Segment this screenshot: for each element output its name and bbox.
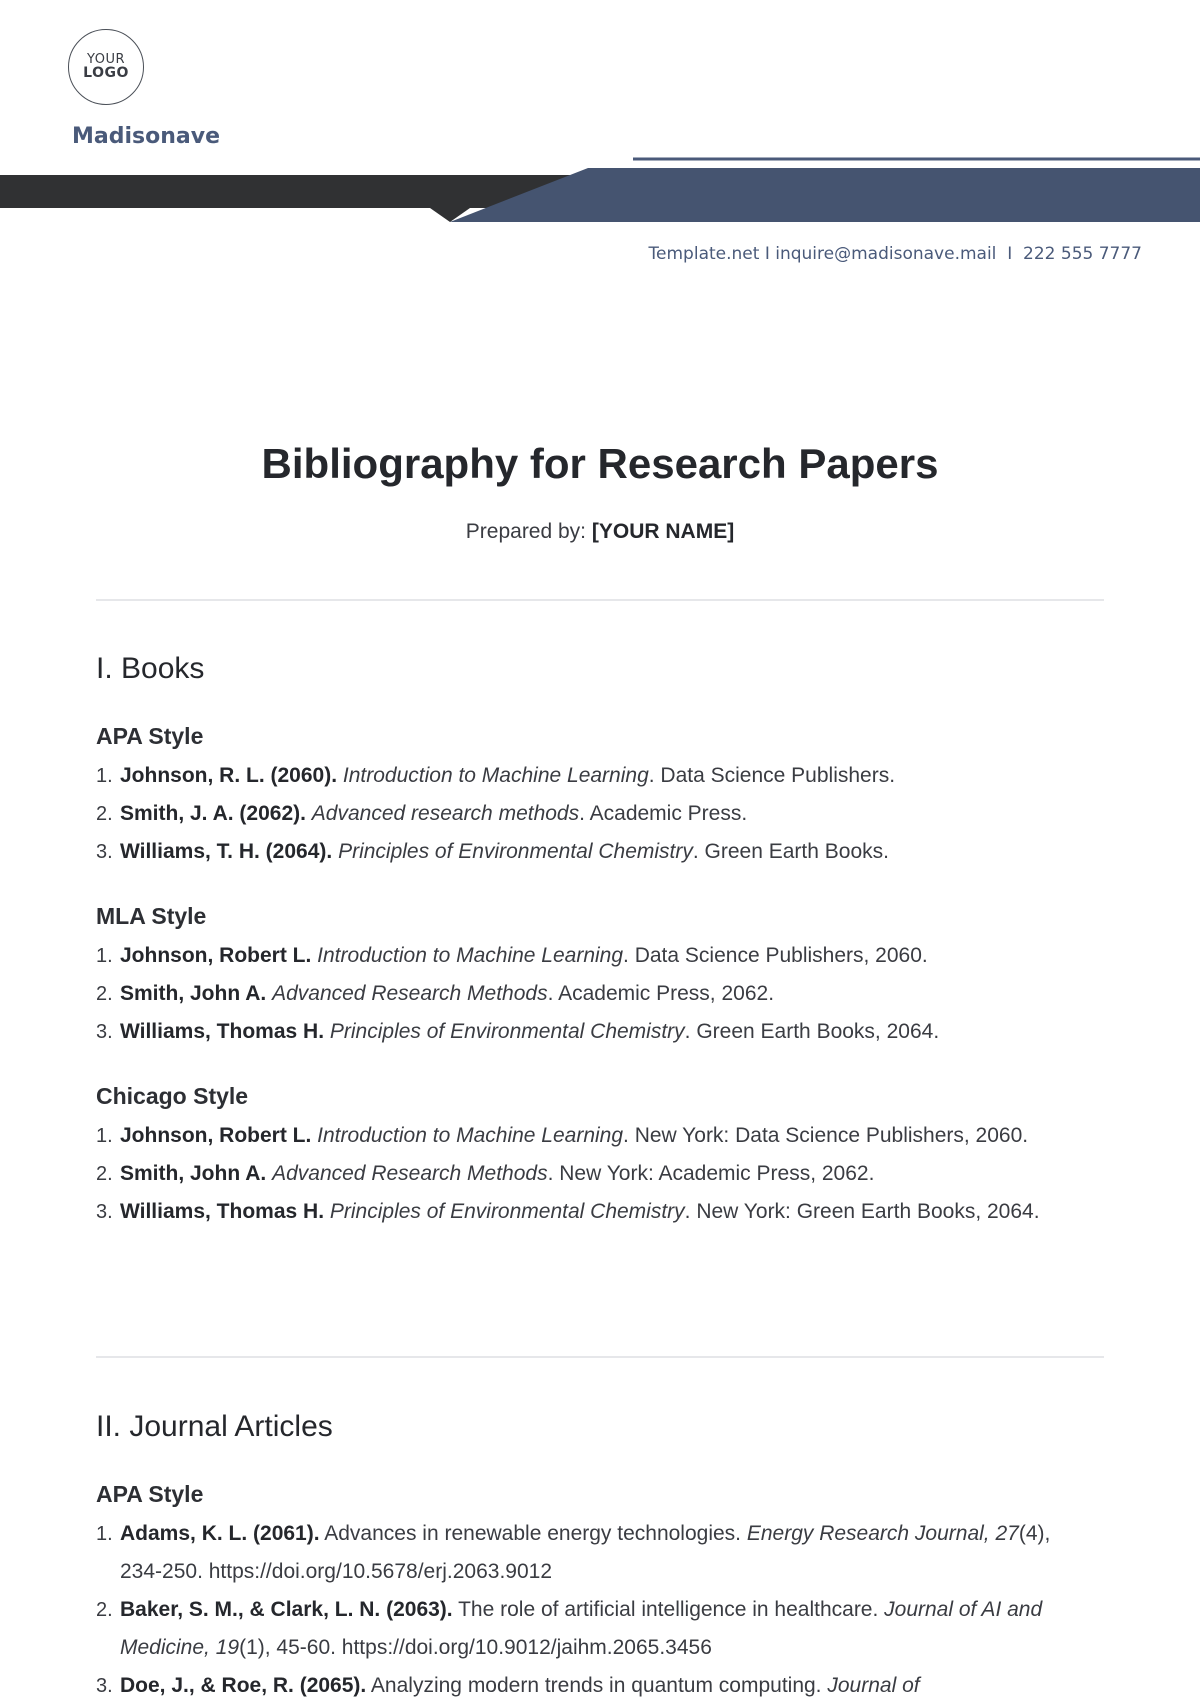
item-number: 2. — [96, 1599, 113, 1621]
ref-author: Johnson, Robert L. — [120, 944, 312, 967]
page-title: Bibliography for Research Papers — [261, 440, 939, 487]
style-heading: APA Style — [96, 723, 204, 749]
ref-details: . Green Earth Books, 2064. — [684, 1020, 940, 1043]
reference-item — [96, 1515, 1086, 1591]
ref-details: (1), 45-60. https://doi.org/10.9012/jaihm.2065.3456 — [239, 1636, 712, 1659]
item-number: 1. — [96, 765, 113, 787]
ref-title: Introduction to Machine Learning — [342, 764, 649, 787]
section-heading: I. Books — [96, 652, 205, 685]
logo-line-1: YOUR — [86, 51, 125, 67]
reference-item — [96, 1667, 1086, 1705]
header-band — [0, 150, 1200, 230]
ref-title: Advanced research methods — [311, 802, 580, 825]
divider — [96, 1356, 1104, 1358]
reference-item — [96, 1013, 1086, 1051]
divider — [96, 599, 1104, 601]
ref-author: Williams, Thomas H. — [120, 1200, 325, 1223]
ref-title: Principles of Environmental Chemistry — [329, 1020, 685, 1043]
reference-item — [96, 937, 1086, 975]
ref-journal: Journal of AI and Medicine, 19 — [120, 1598, 1043, 1659]
ref-details: . Academic Press, 2062. — [547, 982, 775, 1005]
ref-title: Principles of Environmental Chemistry — [338, 840, 693, 863]
ref-author: Smith, John A. — [120, 1162, 267, 1185]
ref-journal: Journal of — [827, 1674, 920, 1697]
item-number: 3. — [96, 1675, 113, 1697]
ref-author: Smith, John A. — [120, 982, 267, 1005]
ref-author: Smith, J. A. (2062). — [120, 802, 306, 825]
prepared-name: [YOUR NAME] — [591, 520, 735, 543]
prepared-label: Prepared by: — [465, 520, 587, 543]
prepared-by — [0, 520, 1200, 544]
ref-title: Advanced Research Methods — [272, 982, 548, 1005]
item-number: 1. — [96, 1523, 113, 1545]
reference-item — [96, 757, 1086, 795]
ref-author: Williams, Thomas H. — [120, 1020, 325, 1043]
ref-article-title: Advances in renewable energy technologies. — [319, 1522, 747, 1545]
ref-author: Johnson, R. L. (2060). — [120, 764, 338, 787]
reference-list — [96, 1515, 1086, 1705]
item-number: 1. — [96, 1125, 113, 1147]
style-heading: MLA Style — [96, 903, 207, 929]
reference-item — [96, 1155, 1086, 1193]
style-heading: APA Style — [96, 1481, 204, 1507]
item-number: 2. — [96, 983, 113, 1005]
logo — [68, 29, 144, 105]
reference-item — [96, 1117, 1086, 1155]
ref-details: . New York: Green Earth Books, 2064. — [684, 1200, 1040, 1223]
item-number: 2. — [96, 1163, 113, 1185]
ref-details: (4), 234-250. https://doi.org/10.5678/erj.2063.9012 — [120, 1522, 1051, 1583]
ref-journal: Energy Research Journal, 27 — [746, 1522, 1019, 1545]
reference-item — [96, 1193, 1086, 1231]
item-number: 3. — [96, 841, 113, 863]
reference-list — [96, 937, 1086, 1051]
reference-item — [96, 975, 1086, 1013]
reference-item — [96, 795, 1086, 833]
reference-item — [96, 1591, 1086, 1667]
company-name: Madisonave — [72, 124, 221, 149]
ref-details: . New York: Academic Press, 2062. — [547, 1162, 875, 1185]
contact-info: Template.net I inquire@madisonave.mail I 222 555 7777 — [648, 244, 1142, 264]
ref-details: . Data Science Publishers, 2060. — [623, 944, 928, 967]
ref-author: Doe, J., & Roe, R. (2065). — [120, 1674, 367, 1697]
style-heading: Chicago Style — [96, 1083, 249, 1109]
ref-title: Advanced Research Methods — [272, 1162, 548, 1185]
reference-item — [96, 833, 1086, 871]
item-number: 1. — [96, 945, 113, 967]
item-number: 2. — [96, 803, 113, 825]
logo-line-2: LOGO — [83, 65, 129, 82]
item-number: 3. — [96, 1201, 113, 1223]
ref-author: Adams, K. L. (2061). — [120, 1522, 320, 1545]
ref-details: . Academic Press. — [579, 802, 748, 825]
ref-title: Introduction to Machine Learning — [317, 944, 624, 967]
item-number: 3. — [96, 1021, 113, 1043]
ref-details: . Data Science Publishers. — [648, 764, 896, 787]
ref-article-title: The role of artificial intelligence in healthcare. — [452, 1598, 885, 1621]
ref-author: Johnson, Robert L. — [120, 1124, 312, 1147]
ref-title: Principles of Environmental Chemistry — [329, 1200, 685, 1223]
ref-details: . New York: Data Science Publishers, 2060. — [623, 1124, 1029, 1147]
reference-list — [96, 757, 1086, 871]
ref-details: . Green Earth Books. — [692, 840, 889, 863]
ref-author: Baker, S. M., & Clark, L. N. (2063). — [120, 1598, 453, 1621]
ref-article-title: Analyzing modern trends in quantum computing. — [366, 1674, 828, 1697]
ref-author: Williams, T. H. (2064). — [120, 840, 333, 863]
reference-list — [96, 1117, 1086, 1231]
section-heading: II. Journal Articles — [96, 1410, 333, 1443]
ref-title: Introduction to Machine Learning — [317, 1124, 624, 1147]
